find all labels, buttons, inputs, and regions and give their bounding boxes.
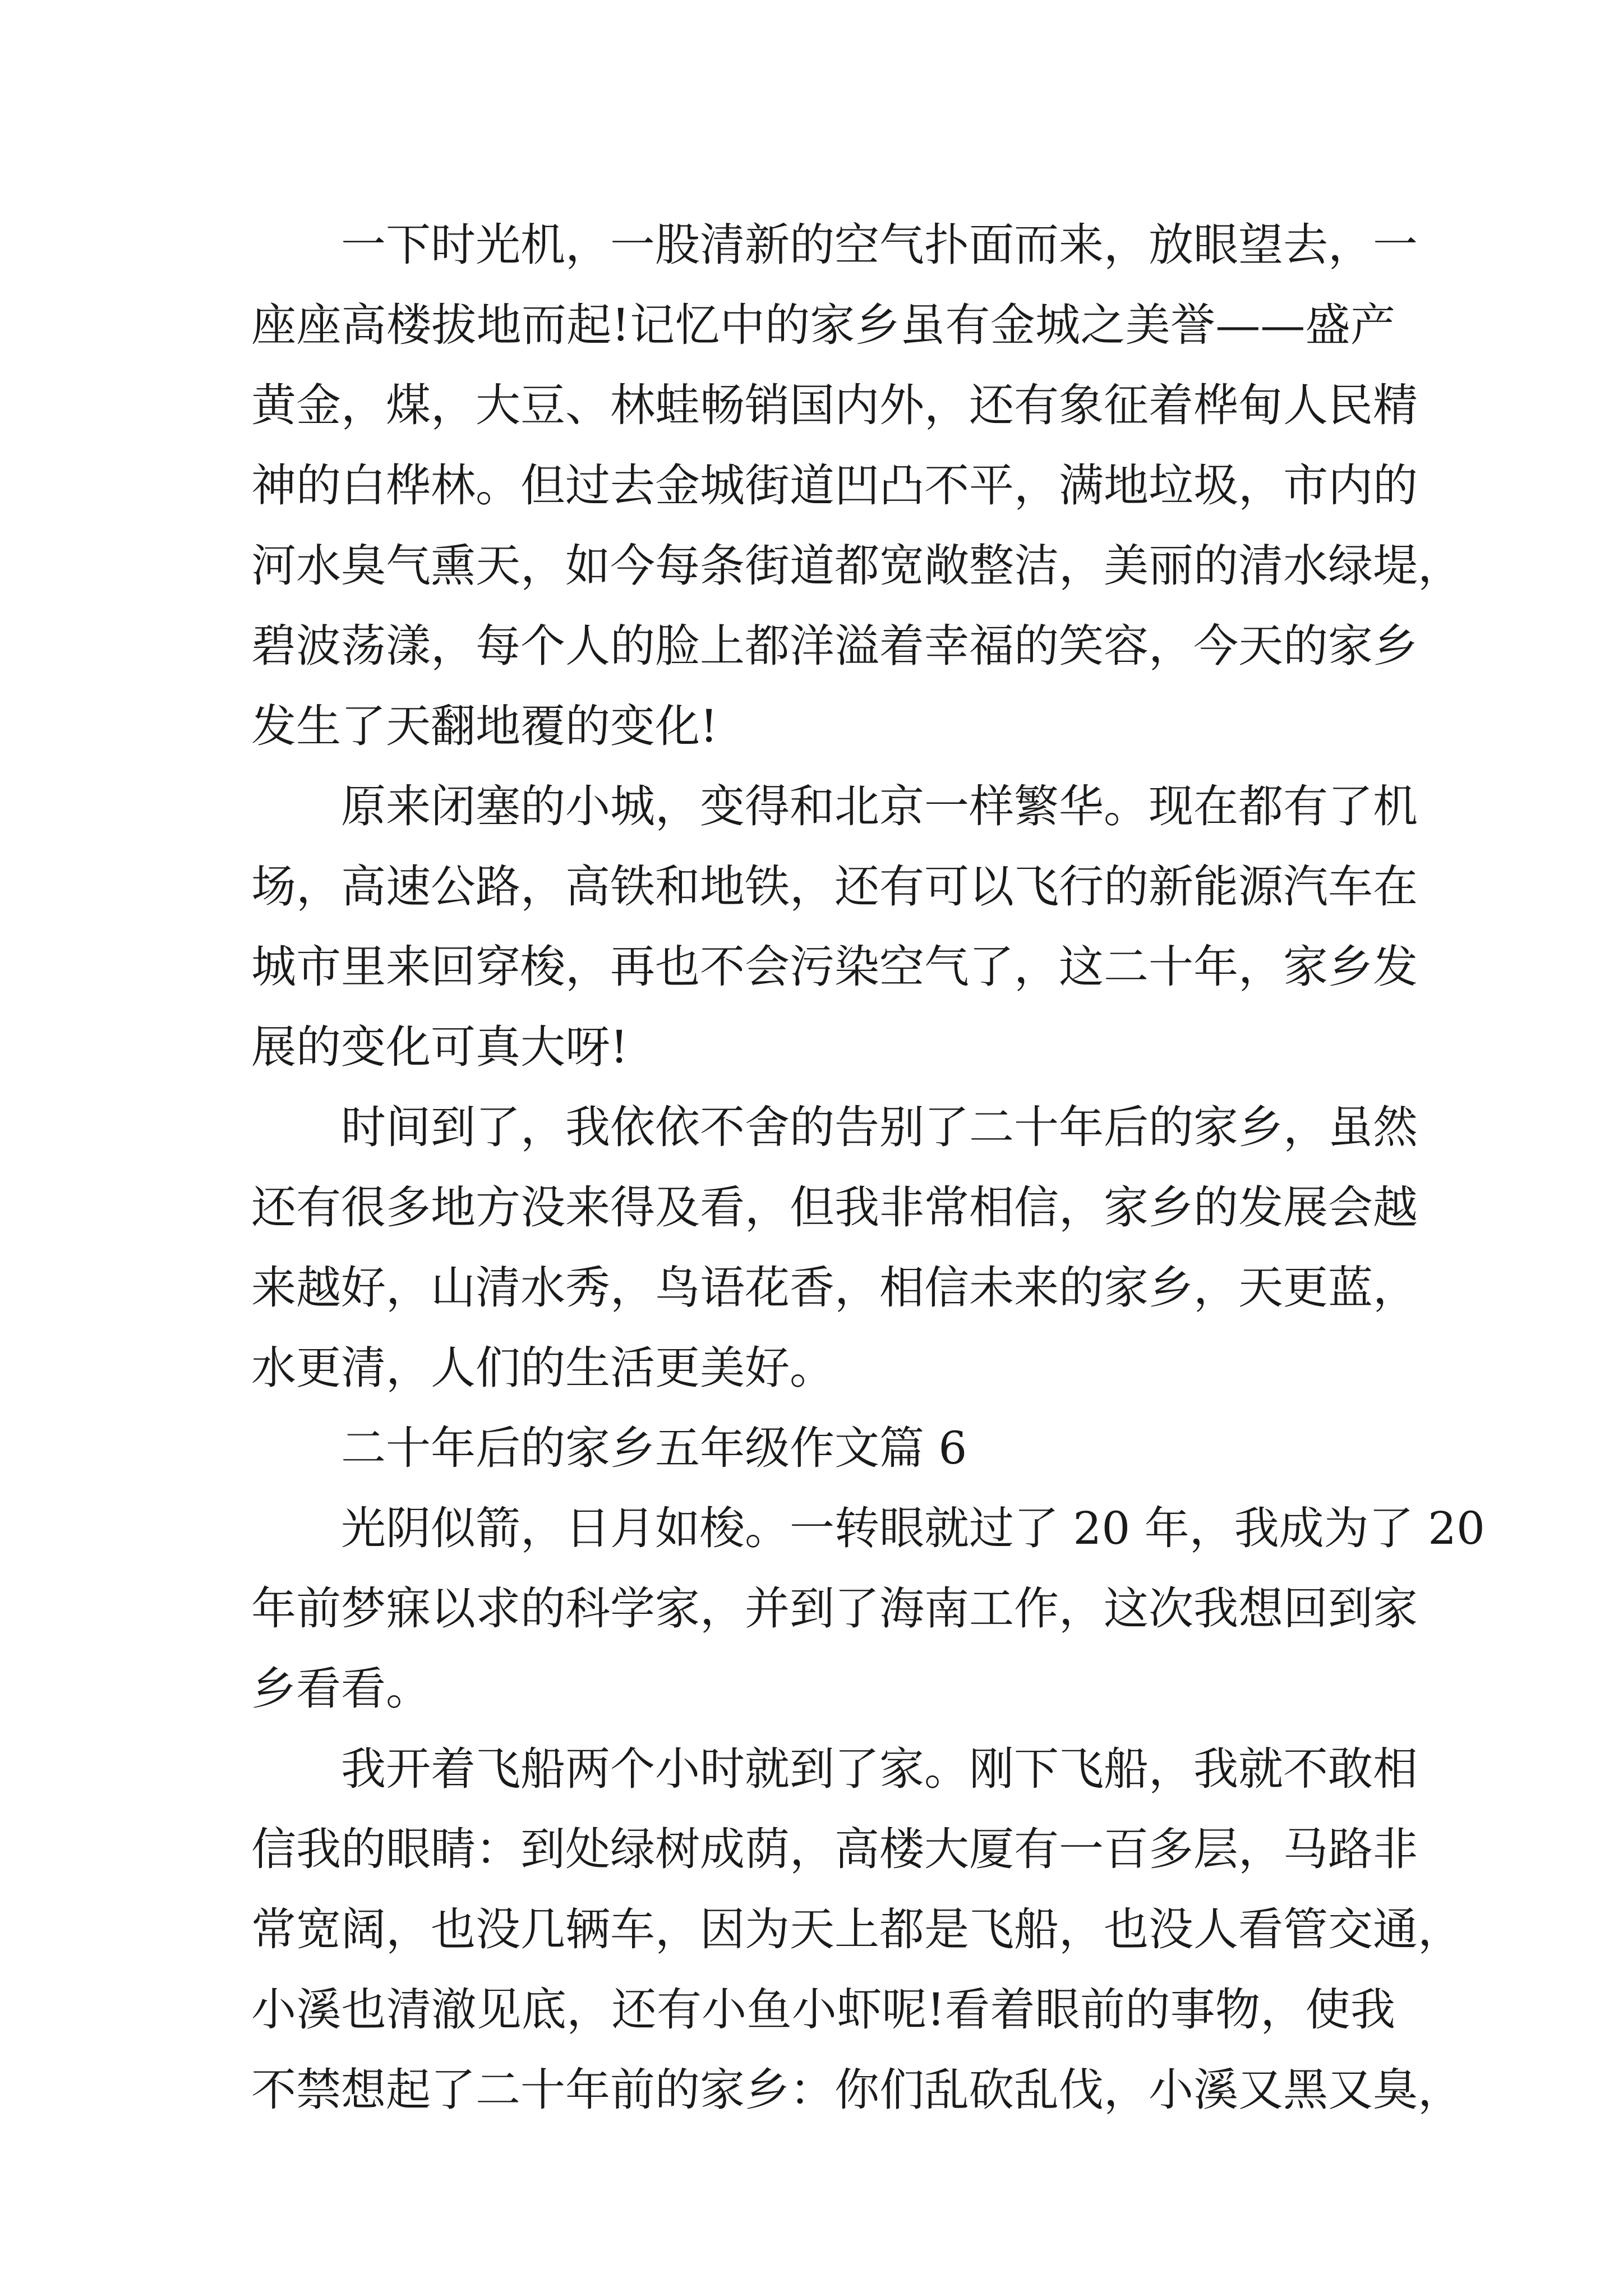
paragraph-line: 场，高速公路，高铁和地铁，还有可以飞行的新能源汽车在 bbox=[251, 861, 1418, 913]
paragraph-line: 水更清，人们的生活更美好。 bbox=[251, 1342, 834, 1394]
paragraph-line: 城市里来回穿梭，再也不会污染空气了，这二十年，家乡发 bbox=[251, 941, 1418, 993]
paragraph-line: 时间到了，我依依不舍的告别了二十年后的家乡，虽然 bbox=[341, 1101, 1418, 1153]
paragraph-line: 信我的眼睛：到处绿树成荫，高楼大厦有一百多层，马路非 bbox=[251, 1823, 1418, 1875]
paragraph-line: 来越好，山清水秀，鸟语花香，相信未来的家乡，天更蓝， bbox=[251, 1262, 1418, 1314]
paragraph-line: 神的白桦林。但过去金城街道凹凸不平，满地垃圾，市内的 bbox=[251, 459, 1418, 512]
paragraph-line: 一下时光机，一股清新的空气扑面而来，放眼望去，一 bbox=[341, 219, 1418, 271]
paragraph-line: 座座高楼拔地而起!记忆中的家乡虽有金城之美誉——盛产 bbox=[251, 299, 1395, 351]
paragraph-line: 乡看看。 bbox=[251, 1663, 431, 1715]
paragraph-line: 发生了天翻地覆的变化! bbox=[251, 700, 718, 752]
essay-body bbox=[251, 205, 1485, 2130]
paragraph-line: 展的变化可真大呀! bbox=[251, 1021, 629, 1073]
paragraph-line: 不禁想起了二十年前的家乡：你们乱砍乱伐，小溪又黑又臭， bbox=[251, 2064, 1463, 2116]
paragraph-line: 光阴似箭，日月如梭。一转眼就过了 20 年，我成为了 20 bbox=[341, 1502, 1485, 1554]
paragraph-line: 小溪也清澈见底，还有小鱼小虾呢!看着眼前的事物，使我 bbox=[251, 1984, 1395, 2036]
paragraph-line: 原来闭塞的小城，变得和北京一样繁华。现在都有了机 bbox=[341, 780, 1418, 832]
paragraph-line: 还有很多地方没来得及看，但我非常相信，家乡的发展会越 bbox=[251, 1181, 1418, 1234]
section-title: 二十年后的家乡五年级作文篇 6 bbox=[341, 1422, 967, 1474]
paragraph-line: 碧波荡漾，每个人的脸上都洋溢着幸福的笑容，今天的家乡 bbox=[251, 620, 1418, 672]
paragraph-line: 我开着飞船两个小时就到了家。刚下飞船，我就不敢相 bbox=[341, 1743, 1418, 1795]
paragraph-line: 年前梦寐以求的科学家，并到了海南工作，这次我想回到家 bbox=[251, 1582, 1418, 1635]
paragraph-line: 河水臭气熏天，如今每条街道都宽敞整洁，美丽的清水绿堤， bbox=[251, 540, 1463, 592]
paragraph-line: 黄金，煤，大豆、林蛙畅销国内外，还有象征着桦甸人民精 bbox=[251, 379, 1418, 431]
paragraph-line: 常宽阔，也没几辆车，因为天上都是飞船，也没人看管交通， bbox=[251, 1903, 1463, 1955]
